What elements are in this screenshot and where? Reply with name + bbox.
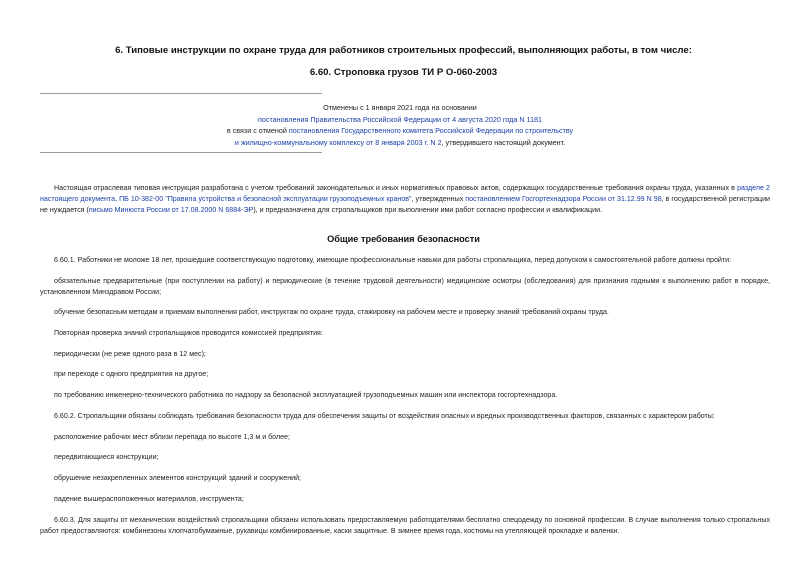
notice-line-3-prefix: в связи с отменой [226, 126, 289, 135]
paragraph-6-60-1: 6.60.1. Работники не моложе 18 лет, прошедшие соответствующую подготовку, имеющие профессиональные навыки для работы стропальщика, перед допуском к самостоятельной работе должны пройти: [54, 256, 732, 264]
list-item: Повторная проверка знаний стропальщиков проводится комиссией предприятия: [54, 329, 323, 337]
section-title: Общие требования безопасности [327, 234, 480, 244]
intro-text-3: , утвержденных [411, 195, 466, 203]
list-item: обучение безопасным методам и приемам выполнения работ, инструктаж по охране труда, стажировку на рабочем месте и проверку знаний требований охраны труда. [54, 308, 609, 316]
notice-link-decree-1181[interactable]: постановления Правительства Российской Федерации от 4 августа 2020 года N 1181 [257, 114, 543, 124]
list-item: при переходе с одного предприятия на другое; [54, 370, 209, 378]
cancellation-notice [160, 102, 640, 148]
document-title: 6. Типовые инструкции по охране труда для работников строительных профессий, выполняющих работы, в том числе: [115, 45, 692, 56]
intro-text-5: ), и предназначена для стропальщиков при выполнении ими работ согласно профессии и квалификации. [253, 206, 603, 214]
list-item: обрушение незакрепленных элементов конструкций зданий и сооружений; [54, 474, 302, 482]
link-minjust-letter[interactable]: письмо Минюста России от 17.08.2000 N 6884-ЭР [88, 206, 254, 214]
notice-link-gosstroy-decree-date[interactable]: и жилищно-коммунальному комплексу от 8 января 2003 г. N 2 [234, 137, 442, 147]
notice-link-gosstroy-decree[interactable]: постановления Государственного комитета Российской Федерации по строительству [288, 126, 574, 135]
intro-paragraph [40, 183, 770, 216]
list-item: падение вышерасположенных материалов, инструмента; [54, 495, 244, 503]
list-item: по требованию инженерно-технического работника по надзору за безопасной эксплуатацией грузоподъемных машин или инспектора госгортехнадзора. [54, 391, 558, 399]
notice-line-1: Отменены с 1 января 2021 года на основании [323, 103, 477, 112]
link-pb-10-382-00[interactable]: ПБ 10-382-00 "Правила устройства и безопасной эксплуатации грузоподъемных кранов" [119, 195, 412, 203]
list-item: периодически (не реже одного раза в 12 мес); [54, 350, 206, 358]
intro-text-1: Настоящая отраслевая типовая инструкция разработана с учетом требований законодательных и иных нормативных правовых актов, содержащих государственные требования охраны труда, указанных в [54, 184, 738, 192]
intro-text-4: , в государственной регистрации не нуждается ( [40, 195, 770, 214]
intro-text-2: , [115, 195, 120, 203]
divider-bottom [40, 152, 322, 153]
paragraph-6-60-2: 6.60.2. Стропальщики обязаны соблюдать требования безопасности труда для обеспечения защиты от воздействия опасных и вредных производственных факторов, связанных с характером работы: [54, 412, 715, 420]
divider-top [40, 93, 322, 94]
link-gosgortekhnadzor-decree[interactable]: постановлением Госгортехнадзора России от 31.12.99 N 98 [465, 195, 662, 203]
link-section-2[interactable]: разделе 2 настоящего документа [40, 184, 770, 203]
paragraph-6-60-3: 6.60.3. Для защиты от механических воздействий стропальщики обязаны использовать предоставляемую работодателями бесплатно спецодежду по основной профессии. В случае выполнения только стропальных работ предоставляются: комбинезоны хлопчатобумажные, рукавицы комбинированные, каски защитные. В зимнее время года, костюмы на утепляющей прокладке и валенки. [40, 516, 770, 535]
list-item: расположение рабочих мест вблизи перепада по высоте 1,3 м и более; [54, 433, 290, 441]
notice-line-4-suffix: , утвердившего настоящий документ. [441, 137, 566, 147]
document-subtitle: 6.60. Строповка грузов ТИ Р О-060-2003 [309, 67, 498, 78]
list-item: обязательные предварительные (при поступлении на работу) и периодические (в течение трудовой деятельности) медицинские осмотры (обследования) для признания годными к выполнению работ в порядке, установленном Минздравом России; [40, 277, 770, 296]
list-item: передвигающиеся конструкции; [54, 453, 159, 461]
